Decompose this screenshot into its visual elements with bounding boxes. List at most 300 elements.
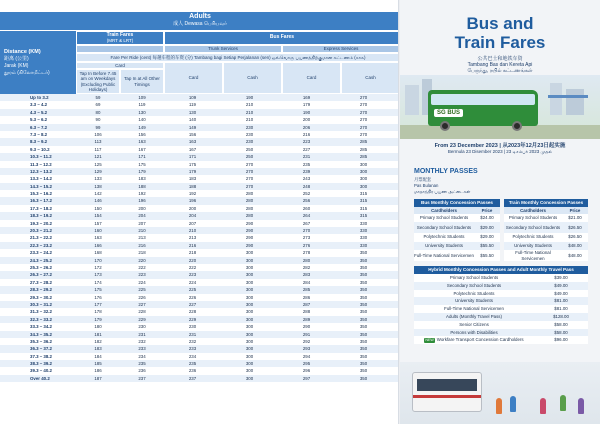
distance-cell: 11.3 – 12.2 <box>30 161 52 167</box>
price-col: Price <box>569 208 581 213</box>
hybrid-row <box>414 297 588 305</box>
train-fare-cell: 204 <box>138 213 146 219</box>
express-card-cell: 227 <box>302 146 311 152</box>
fare-row <box>0 375 400 382</box>
cardholder-type: Primary School Students <box>419 215 469 220</box>
distance-cell: 24.3 – 25.2 <box>30 257 52 263</box>
trunk-cash-cell: 300 <box>245 294 254 300</box>
fare-row <box>0 286 400 293</box>
express-card-cell: 282 <box>302 264 311 270</box>
distance-cell: 9.3 – 10.2 <box>30 146 50 152</box>
express-card-header: Card <box>282 62 341 94</box>
express-cash-cell: 350 <box>359 294 368 300</box>
fare-row <box>0 353 400 360</box>
trunk-cash-cell: 300 <box>245 250 254 256</box>
trunk-card-cell: 156 <box>188 131 197 137</box>
train-fare-cell: 196 <box>138 198 146 204</box>
pass-price: $58.00 <box>554 321 568 327</box>
express-cash-cell: 350 <box>359 301 368 307</box>
train-early-fare-cell: 175 <box>94 287 102 293</box>
distance-cell: 26.3 – 27.2 <box>30 272 52 278</box>
cardholder-type: Secondary School Students <box>446 282 502 288</box>
trunk-card-cell: 237 <box>188 375 197 381</box>
trunk-cash-cell: 230 <box>245 124 254 130</box>
hybrid-row <box>414 305 588 313</box>
fare-row <box>0 161 400 168</box>
trunk-card-cell: 232 <box>188 338 197 344</box>
trunk-card-cell: 119 <box>189 102 196 108</box>
fare-row <box>0 271 400 278</box>
train-fare-cell: 200 <box>138 205 146 211</box>
fare-row <box>0 138 400 145</box>
pass-row <box>504 242 588 250</box>
train-fare-cell: 237 <box>138 375 146 381</box>
trunk-cash-header: Cash <box>223 62 282 94</box>
trunk-cash-cell: 300 <box>245 346 254 352</box>
train-early-fare-cell: 183 <box>94 346 102 352</box>
distance-cell: 35.3 – 36.2 <box>30 338 52 344</box>
trunk-cash-cell: 250 <box>245 146 254 152</box>
distance-cell: 7.3 – 8.2 <box>30 131 48 137</box>
trunk-cash-cell: 190 <box>245 95 254 100</box>
express-cash-cell: 270 <box>359 95 368 100</box>
train-fare-cell: 167 <box>138 146 146 152</box>
train-early-fare-cell: 179 <box>94 316 102 322</box>
monthly-passes-title: MONTHLY PASSES <box>414 168 478 175</box>
train-fare-cell: 156 <box>138 131 146 137</box>
express-card-cell: 286 <box>302 294 311 300</box>
bus-wheel-icon <box>512 121 522 131</box>
fare-table-body <box>0 94 400 382</box>
train-fare-cell: 220 <box>138 257 146 263</box>
distance-cell: 34.3 – 35.2 <box>30 331 52 337</box>
trunk-cash-cell: 280 <box>245 205 254 211</box>
trunk-cash-cell: 270 <box>245 161 254 167</box>
train-fare-cell: 130 <box>138 109 146 115</box>
train-early-fare-cell: 181 <box>94 331 102 337</box>
distance-cell: 29.3 – 30.2 <box>30 294 52 300</box>
trunk-card-cell: 109 <box>188 95 197 100</box>
express-cash-cell: 315 <box>359 198 368 204</box>
train-early-fare-cell: 157 <box>94 220 102 226</box>
trunk-card-cell: 222 <box>188 264 197 270</box>
fare-row <box>0 197 400 204</box>
train-early-fare-cell: 106 <box>94 131 102 137</box>
express-cash-cell: 315 <box>359 213 368 219</box>
fare-row <box>0 367 400 374</box>
fare-row <box>0 205 400 212</box>
train-fare-cell: 149 <box>138 124 146 130</box>
person-icon <box>578 398 584 414</box>
express-card-cell: 190 <box>302 109 311 115</box>
train-early-fare-cell: 177 <box>94 301 102 307</box>
train-fare-cell: 140 <box>138 117 146 123</box>
pass-row <box>414 233 500 241</box>
fare-row <box>0 94 400 101</box>
express-cash-cell: 315 <box>359 205 368 211</box>
trunk-card-cell: 140 <box>188 117 197 123</box>
express-card-cell: 270 <box>302 228 311 234</box>
express-card-cell: 276 <box>302 242 311 248</box>
train-early-fare-cell: 90 <box>95 117 101 123</box>
train-early-fare-cell: 146 <box>94 198 102 204</box>
distance-cell: 38.3 – 39.2 <box>30 361 52 367</box>
express-card-cell: 252 <box>302 191 311 197</box>
express-cash-cell: 350 <box>359 250 368 256</box>
trunk-card-cell: 130 <box>188 109 197 115</box>
title-ms: Tambang Bas dan Kereta Api <box>467 62 533 68</box>
distance-cell: 19.3 – 20.2 <box>30 220 52 226</box>
trunk-cash-cell: 290 <box>245 242 254 248</box>
express-cash-cell: 350 <box>359 264 368 270</box>
adults-title: Adults <box>189 13 211 20</box>
trunk-card-cell: 223 <box>188 272 197 278</box>
trunk-card-cell: 163 <box>188 139 197 145</box>
cardholder-type: Full-Time National Servicemen <box>515 250 551 261</box>
cardholder-type: University Students <box>455 298 493 304</box>
distance-cell: 39.3 – 40.2 <box>30 368 52 374</box>
trunk-card-cell: 179 <box>188 168 197 174</box>
express-cash-cell: 270 <box>359 131 368 137</box>
train-fare-cell: 213 <box>138 235 146 241</box>
train-fare-cell: 224 <box>138 279 146 285</box>
fare-row <box>0 323 400 330</box>
train-early-fare-cell: 117 <box>94 146 102 152</box>
express-cash-cell: 315 <box>359 191 368 197</box>
train-fare-cell: 179 <box>138 168 146 174</box>
cardholder-type: Senior Citizens <box>459 321 489 327</box>
express-card-cell: 293 <box>302 346 311 352</box>
express-cash-cell: 350 <box>359 331 368 337</box>
fare-row <box>0 264 400 271</box>
pass-price: $26.50 <box>568 225 582 231</box>
express-card-cell: 290 <box>302 324 311 330</box>
express-card-cell: 216 <box>302 131 311 137</box>
train-early-fare-cell: 80 <box>95 109 101 115</box>
hybrid-row <box>414 329 588 337</box>
trunk-cash-cell: 270 <box>245 183 254 189</box>
express-card-cell: 284 <box>302 279 311 285</box>
train-fare-cell: 119 <box>138 102 146 108</box>
express-card-cell: 260 <box>302 205 311 211</box>
trunk-card-cell: 192 <box>188 191 197 197</box>
hybrid-pass-table <box>414 266 588 344</box>
fare-row <box>0 227 400 234</box>
express-cash-cell: 350 <box>359 309 368 315</box>
trunk-card-cell: 236 <box>188 368 197 374</box>
distance-cell: 30.3 – 31.2 <box>30 301 52 307</box>
trunk-cash-cell: 300 <box>245 361 254 367</box>
train-early-fare-cell: 142 <box>94 191 102 197</box>
trunk-cash-cell: 300 <box>245 316 254 322</box>
monthly-passes-zh: 月票配套 <box>414 177 432 182</box>
distance-cell: 33.3 – 34.2 <box>30 324 52 330</box>
express-card-cell: 287 <box>302 301 311 307</box>
train-fare-cell: 226 <box>138 294 146 300</box>
fare-row <box>0 257 400 264</box>
distance-cell: 4.3 – 5.2 <box>30 109 48 115</box>
price-col: Price <box>481 208 493 213</box>
tap-before-header: Tap In Before 7.45 am on Weekdays (Excluding Public Holidays) <box>76 69 120 94</box>
fare-row <box>0 316 400 323</box>
person-icon <box>510 396 516 412</box>
trunk-card-cell: 220 <box>188 257 197 263</box>
trunk-cash-cell: 300 <box>245 309 254 315</box>
distance-cell: 10.3 – 11.2 <box>30 154 52 160</box>
distance-cell: 3.3 – 4.2 <box>30 102 48 108</box>
express-services-header: Express Services <box>282 45 400 53</box>
trunk-cash-cell: 300 <box>245 368 254 374</box>
train-early-fare-cell: 125 <box>94 161 102 167</box>
cardholder-type: Secondary School Students <box>416 225 472 231</box>
train-early-fare-cell: 170 <box>94 257 102 263</box>
trunk-card-cell: 234 <box>188 353 197 359</box>
hybrid-row <box>414 336 588 344</box>
pass-row <box>504 222 588 233</box>
distance-cell: 12.3 – 13.2 <box>30 168 52 174</box>
fare-row <box>0 190 400 197</box>
distance-cell: 31.3 – 32.2 <box>30 309 52 315</box>
train-early-fare-cell: 138 <box>94 183 102 189</box>
train-early-fare-cell: 168 <box>94 250 102 256</box>
hybrid-row <box>414 321 588 329</box>
train-fare-cell: 234 <box>138 353 146 359</box>
train-fare-cell: 218 <box>138 250 146 256</box>
bus-wheel-icon <box>440 121 450 131</box>
train-early-fare-cell: 178 <box>94 309 102 315</box>
trunk-card-cell: 213 <box>188 235 197 241</box>
express-card-cell: 248 <box>302 183 311 189</box>
trunk-cash-cell: 300 <box>245 338 254 344</box>
express-cash-cell: 350 <box>359 338 368 344</box>
monthly-passes-ms: Pas Bulanan <box>414 183 439 188</box>
train-early-fare-cell: 99 <box>95 124 101 130</box>
distance-cell: 25.3 – 26.2 <box>30 264 52 270</box>
fare-row <box>0 220 400 227</box>
train-early-fare-cell: 59 <box>95 95 101 100</box>
trunk-card-cell: 167 <box>188 146 197 152</box>
fare-row <box>0 294 400 301</box>
distance-cell: 16.3 – 17.2 <box>30 198 52 204</box>
train-early-fare-cell: 150 <box>94 205 102 211</box>
train-fare-cell: 183 <box>138 176 146 182</box>
pass-price: $81.00 <box>554 306 568 312</box>
train-early-fare-cell: 121 <box>94 154 102 160</box>
trunk-card-cell: 228 <box>188 309 197 315</box>
cardholder-type-label: Workfare Transport Concession Cardholders <box>436 337 524 343</box>
pass-row <box>414 250 500 261</box>
express-cash-cell: 285 <box>359 154 368 160</box>
hybrid-row <box>414 313 588 321</box>
train-fare-cell: 207 <box>138 220 146 226</box>
pass-price: $39.00 <box>554 275 568 280</box>
pass-price: $96.00 <box>554 337 568 343</box>
train-early-fare-cell: 172 <box>94 264 102 270</box>
train-pass-columns <box>504 207 588 214</box>
trunk-card-cell: 224 <box>188 279 197 285</box>
trunk-cash-cell: 300 <box>245 279 254 285</box>
pass-price: $24.00 <box>480 215 494 220</box>
pass-price: $29.00 <box>480 234 494 240</box>
trunk-cash-cell: 250 <box>245 154 254 160</box>
distance-cell: 28.3 – 29.2 <box>30 287 52 293</box>
distance-cell: 27.3 – 28.2 <box>30 279 52 285</box>
fare-row <box>0 345 400 352</box>
distance-label-ta: தூரம் (கிலோமீட்டர்) <box>4 69 50 76</box>
express-cash-cell: 330 <box>359 228 368 234</box>
pass-price: $55.50 <box>480 242 494 248</box>
train-fare-cell: 232 <box>138 338 146 344</box>
cardholder-type: Full-Time National Servicemen <box>414 253 474 259</box>
trunk-cash-cell: 280 <box>245 213 254 219</box>
train-fare-cell: 188 <box>138 183 146 189</box>
distance-cell: 21.3 – 22.2 <box>30 235 52 241</box>
cardholders-col: Cardholders <box>520 208 546 213</box>
express-cash-cell: 330 <box>359 220 368 226</box>
express-card-cell: 256 <box>302 198 311 204</box>
pass-price: $55.50 <box>480 253 494 259</box>
adults-subtitle: 成人 Dewasa பெரியவர் <box>173 21 227 27</box>
trunk-services-header: Trunk Services <box>164 45 282 53</box>
bus-pass-rows <box>414 214 500 261</box>
pass-row <box>504 250 588 261</box>
trunk-cash-cell: 300 <box>245 375 254 381</box>
trunk-cash-cell: 300 <box>245 272 254 278</box>
brochure-title <box>400 14 600 52</box>
train-early-fare-cell: 133 <box>94 176 102 182</box>
train-fare-cell: 227 <box>138 301 146 307</box>
fare-row <box>0 116 400 123</box>
fare-per-ride-header: Fare Per Ride (cent) 每趟车程的车资 (分) Tambang bagi Setiap Perjalanan (sen) ஒவ்வொரு பயணத்திற்குமான கட்டணம் (காசு) <box>76 53 400 62</box>
cardholder-type: Polytechnic Students <box>512 234 554 240</box>
trunk-card-cell: 235 <box>188 361 197 367</box>
express-cash-cell: 350 <box>359 324 368 330</box>
trunk-cash-cell: 290 <box>245 220 254 226</box>
cardholder-type: Full-Time National Servicemen <box>444 306 504 312</box>
cardholder-type: University Students <box>514 242 552 248</box>
distance-header <box>0 31 76 94</box>
pass-price: $48.00 <box>568 242 582 248</box>
effective-date: From 23 December 2023 | 从2023年12月23日起实施 <box>434 143 566 149</box>
trunk-card-cell: 226 <box>188 294 197 300</box>
distance-cell: 20.3 – 21.2 <box>30 228 52 234</box>
express-card-cell: 291 <box>302 331 311 337</box>
train-fare-cell: 229 <box>138 316 146 322</box>
train-fare-cell: 210 <box>138 228 146 234</box>
fare-row <box>0 183 400 190</box>
trunk-card-cell: 171 <box>188 154 197 160</box>
distance-cell: Up to 3.2 <box>30 95 49 100</box>
express-cash-cell: 270 <box>359 102 368 108</box>
train-blank-cell <box>76 45 164 53</box>
trunk-card-cell: 175 <box>188 161 197 167</box>
fare-row <box>0 212 400 219</box>
distance-label-ms: Jarak (KM) <box>4 62 29 69</box>
fare-row <box>0 338 400 345</box>
pass-price: $81.00 <box>554 298 568 304</box>
express-cash-cell: 285 <box>359 139 368 145</box>
fare-row <box>0 101 400 108</box>
trunk-cash-cell: 280 <box>245 198 254 204</box>
distance-cell: 32.3 – 33.2 <box>30 316 52 322</box>
express-cash-cell: 270 <box>359 124 368 130</box>
train-early-fare-cell: 182 <box>94 338 102 344</box>
express-card-cell: 273 <box>302 235 311 241</box>
pass-price: $26.50 <box>568 234 582 240</box>
trunk-card-cell: 229 <box>188 316 197 322</box>
train-fares-header <box>76 31 164 45</box>
trunk-card-cell: 231 <box>188 331 197 337</box>
trunk-card-cell: 225 <box>188 287 197 293</box>
express-card-cell: 283 <box>302 272 311 278</box>
train-pass-table <box>504 199 588 261</box>
train-fare-cell: 222 <box>138 264 146 270</box>
train-early-fare-cell: 180 <box>94 324 102 330</box>
train-early-fare-cell: 154 <box>94 213 102 219</box>
fare-row <box>0 331 400 338</box>
express-cash-cell: 270 <box>359 117 368 123</box>
express-cash-cell: 350 <box>359 257 368 263</box>
pass-price: $29.00 <box>480 225 494 231</box>
express-cash-cell: 300 <box>359 183 368 189</box>
distance-cell: 37.3 – 38.2 <box>30 353 52 359</box>
express-card-cell: 243 <box>302 176 311 182</box>
distance-cell: 6.3 – 7.2 <box>30 124 48 130</box>
train-early-fare-cell: 176 <box>94 294 102 300</box>
trunk-cash-cell: 210 <box>245 102 254 108</box>
distance-cell: 23.3 – 24.2 <box>30 250 52 256</box>
distance-cell: 15.3 – 16.2 <box>30 191 52 197</box>
tap-all-header: Tap In at All Other Timings <box>120 69 164 94</box>
sgbus-logo: SG BUS <box>434 109 463 117</box>
hybrid-pass-rows <box>414 274 588 344</box>
trunk-cash-cell: 230 <box>245 131 254 137</box>
train-fare-cell: 236 <box>138 368 146 374</box>
trunk-cash-cell: 300 <box>245 264 254 270</box>
distance-label: Distance (KM) <box>4 48 41 55</box>
cardholder-type: University Students <box>425 242 463 248</box>
cardholder-type: Adults (Monthly Travel Pass) <box>446 313 502 319</box>
cardholder-type: Secondary School Students <box>505 225 561 231</box>
pass-row <box>414 222 500 233</box>
express-cash-cell: 350 <box>359 361 368 367</box>
pass-price: $21.00 <box>568 215 582 220</box>
distance-cell: 36.3 – 37.2 <box>30 346 52 352</box>
express-cash-cell: 285 <box>359 146 368 152</box>
express-card-cell: 294 <box>302 353 311 359</box>
express-cash-header: Cash <box>341 62 400 94</box>
adults-banner <box>0 12 400 30</box>
express-card-cell: 289 <box>302 316 311 322</box>
express-card-cell: 295 <box>302 361 311 367</box>
title-line-2: Train Fares <box>454 33 546 52</box>
trunk-card-cell: 207 <box>188 220 197 226</box>
express-card-cell: 288 <box>302 309 311 315</box>
person-icon <box>540 398 546 414</box>
express-card-cell: 223 <box>302 139 311 145</box>
train-fare-cell: 231 <box>138 331 146 337</box>
cardholder-type: Polytechnic Students <box>423 234 465 240</box>
trunk-card-cell: 210 <box>188 228 197 234</box>
express-card-cell: 285 <box>302 287 311 293</box>
cardholder-type: Primary School Students <box>449 275 499 280</box>
trunk-card-cell: 227 <box>188 301 197 307</box>
train-early-fare-cell: 174 <box>94 279 102 285</box>
train-fare-cell: 230 <box>138 324 146 330</box>
distance-cell: 8.3 – 9.2 <box>30 139 48 145</box>
fare-row <box>0 279 400 286</box>
pass-row <box>414 242 500 250</box>
